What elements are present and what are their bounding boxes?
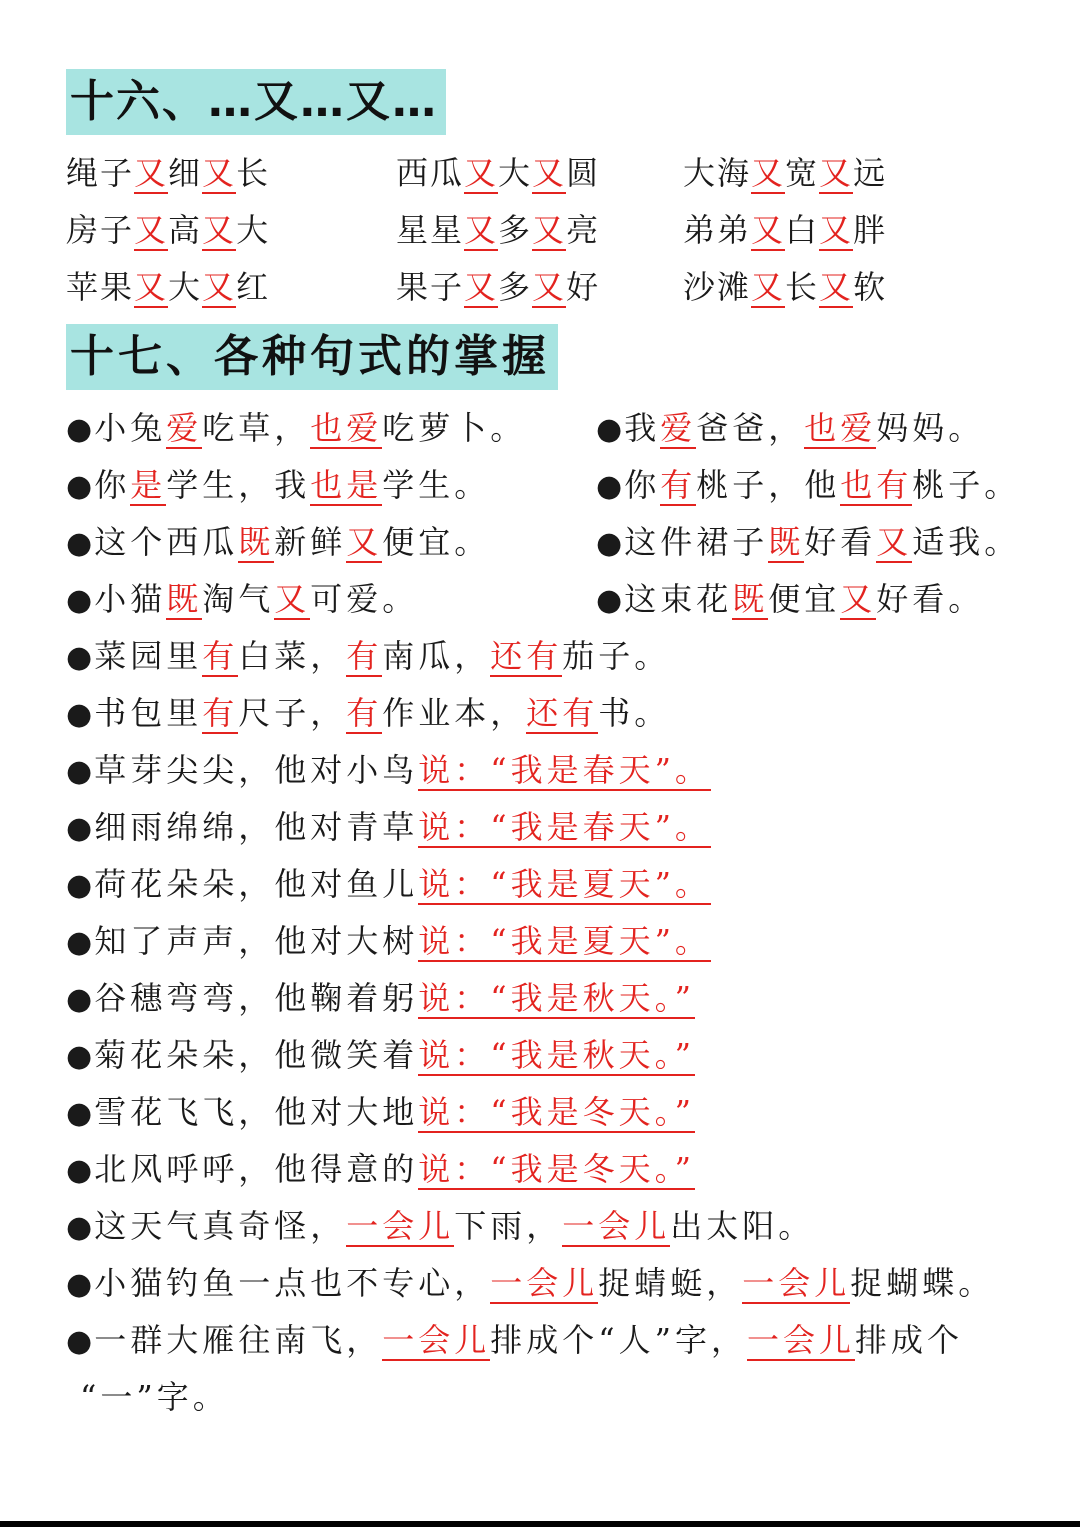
sentence-text: 雪花飞飞，他对大地 <box>94 1093 419 1131</box>
highlight-word: 爱 <box>660 409 697 447</box>
sentence-text: 好看。 <box>876 580 985 618</box>
example-phrase <box>66 148 270 198</box>
highlight-word: 又 <box>202 211 237 249</box>
sentence-text: 淘气 <box>202 580 275 618</box>
highlight-word: 又 <box>751 268 786 306</box>
sentence-text: 学生，我 <box>166 466 311 504</box>
bullet-icon: ● <box>66 640 93 675</box>
sentence-line <box>66 856 711 912</box>
phrase-text: 胖 <box>853 211 888 249</box>
bullet-icon: ● <box>66 412 93 447</box>
sentence-text: 便宜。 <box>382 523 491 561</box>
highlight-word: 有 <box>202 637 239 675</box>
sentence-text: 捉蝴蝶。 <box>850 1264 995 1302</box>
sentence-text: 桃子，他 <box>696 466 841 504</box>
sentence-text: 这个西瓜 <box>94 523 239 561</box>
highlight-word: 一会儿 <box>746 1321 855 1359</box>
sentence-line <box>66 1198 814 1254</box>
sentence-line <box>66 628 670 684</box>
highlight-word: 还有 <box>490 637 563 675</box>
bullet-icon: ● <box>66 1039 93 1074</box>
bullet-icon: ● <box>596 469 623 504</box>
bullet-icon: ● <box>596 412 623 447</box>
phrase-text: 房子 <box>66 211 135 249</box>
sentence-line <box>66 685 670 741</box>
example-phrase <box>66 205 270 255</box>
phrase-text: 多 <box>498 268 533 306</box>
highlight-word: 又 <box>464 268 499 306</box>
example-row <box>66 262 966 319</box>
sentence-text: 出太阳。 <box>670 1207 815 1245</box>
sentence-line <box>66 913 711 969</box>
highlight-word: 又 <box>464 154 499 192</box>
sentence-text: 你 <box>94 466 131 504</box>
phrase-text: 大 <box>498 154 533 192</box>
phrase-text: 苹果 <box>66 268 135 306</box>
phrase-text: 红 <box>236 268 271 306</box>
highlight-word: 有 <box>346 637 383 675</box>
example-phrase <box>396 148 600 198</box>
sentence-text: 书包里 <box>94 694 203 732</box>
sentence-line <box>596 571 984 627</box>
phrase-text: 星星 <box>396 211 465 249</box>
highlight-word: 又 <box>840 580 877 618</box>
highlight-word: 又 <box>819 211 854 249</box>
highlight-word: 既 <box>238 523 275 561</box>
highlight-word: 也是 <box>310 466 383 504</box>
highlight-word: 也有 <box>840 466 913 504</box>
sentence-text: 知了声声，他对大树 <box>94 922 419 960</box>
phrase-text: 好 <box>566 268 601 306</box>
sentence-text: 可爱。 <box>310 580 419 618</box>
sentence-text: 吃草， <box>202 409 311 447</box>
example-phrase <box>66 262 270 312</box>
sentence-line <box>66 400 526 456</box>
bullet-icon: ● <box>66 925 93 960</box>
sentence-line <box>66 514 490 570</box>
bullet-icon: ● <box>66 469 93 504</box>
bottom-divider <box>0 1521 1080 1527</box>
sentence-text: 书。 <box>598 694 671 732</box>
highlight-word: 是 <box>130 466 167 504</box>
highlight-word: 既 <box>768 523 805 561</box>
sentence-line <box>596 400 984 456</box>
sentence-continuation: “一”字。 <box>80 1378 229 1416</box>
sentence-text: 小兔 <box>94 409 167 447</box>
bullet-icon: ● <box>66 583 93 618</box>
sentence-text: 这件裙子 <box>624 523 769 561</box>
sentence-text: 白菜， <box>238 637 347 675</box>
phrase-text: 亮 <box>566 211 601 249</box>
example-phrase <box>683 148 887 198</box>
highlight-word: 说：“我是夏天”。 <box>418 865 711 903</box>
bullet-icon: ● <box>66 1153 93 1188</box>
highlight-word: 又 <box>532 211 567 249</box>
sentence-text: 一群大雁往南飞， <box>94 1321 383 1359</box>
highlight-word: 一会儿 <box>346 1207 455 1245</box>
sentence-text: 小猫钓鱼一点也不专心， <box>94 1264 491 1302</box>
highlight-word: 又 <box>532 154 567 192</box>
sentence-line <box>66 742 711 798</box>
highlight-word: 说：“我是春天”。 <box>418 751 711 789</box>
phrase-text: 多 <box>498 211 533 249</box>
section-17-heading: 十七、各种句式的掌握 <box>66 324 558 390</box>
bullet-icon: ● <box>66 754 93 789</box>
sentence-line <box>66 970 695 1026</box>
sentence-text: 作业本， <box>382 694 527 732</box>
sentence-text: 排成个“人”字， <box>490 1321 747 1359</box>
phrase-text: 长 <box>785 268 820 306</box>
highlight-word: 又 <box>819 268 854 306</box>
highlight-word: 有 <box>202 694 239 732</box>
sentence-text: 这束花 <box>624 580 733 618</box>
phrase-text: 大海 <box>683 154 752 192</box>
sentence-text: 适我。 <box>912 523 1021 561</box>
phrase-text: 宽 <box>785 154 820 192</box>
sentence-text: 排成个 <box>854 1321 963 1359</box>
phrase-text: 细 <box>168 154 203 192</box>
sentence-text: 荷花朵朵，他对鱼儿 <box>94 865 419 903</box>
sentence-line <box>66 1084 695 1140</box>
section-16-heading: 十六、…又…又… <box>66 69 446 135</box>
highlight-word: 说：“我是春天”。 <box>418 808 711 846</box>
sentence-text: 桃子。 <box>912 466 1021 504</box>
highlight-word: 说：“我是夏天”。 <box>418 922 711 960</box>
highlight-word: 又 <box>819 154 854 192</box>
phrase-text: 绳子 <box>66 154 135 192</box>
sentence-line <box>596 457 1020 513</box>
bullet-icon: ● <box>66 1096 93 1131</box>
phrase-text: 弟弟 <box>683 211 752 249</box>
highlight-word: 一会儿 <box>382 1321 491 1359</box>
bullet-icon: ● <box>66 811 93 846</box>
sentence-text: 南瓜， <box>382 637 491 675</box>
highlight-word: 有 <box>346 694 383 732</box>
highlight-word: 又 <box>134 154 169 192</box>
phrase-text: 远 <box>853 154 888 192</box>
phrase-text: 大 <box>236 211 271 249</box>
bullet-icon: ● <box>66 1267 93 1302</box>
phrase-text: 圆 <box>566 154 601 192</box>
highlight-word: 说：“我是冬天。” <box>418 1150 695 1188</box>
bullet-icon: ● <box>66 697 93 732</box>
example-phrase <box>683 262 887 312</box>
highlight-word: 一会儿 <box>562 1207 671 1245</box>
sentence-text: 细雨绵绵，他对青草 <box>94 808 419 846</box>
example-row <box>66 148 966 205</box>
sentence-line <box>596 514 1020 570</box>
phrase-text: 软 <box>853 268 888 306</box>
phrase-text: 高 <box>168 211 203 249</box>
highlight-word: 又 <box>464 211 499 249</box>
highlight-word: 爱 <box>166 409 203 447</box>
highlight-word: 一会儿 <box>490 1264 599 1302</box>
highlight-word: 说：“我是冬天。” <box>418 1093 695 1131</box>
bullet-icon: ● <box>66 1210 93 1245</box>
sentence-text: 下雨， <box>454 1207 563 1245</box>
phrase-text: 果子 <box>396 268 465 306</box>
highlight-word: 一会儿 <box>742 1264 851 1302</box>
bullet-icon: ● <box>596 526 623 561</box>
bullet-icon: ● <box>66 526 93 561</box>
phrase-text: 长 <box>236 154 271 192</box>
sentence-text: 你 <box>624 466 661 504</box>
highlight-word: 有 <box>660 466 697 504</box>
sentence-text: 学生。 <box>382 466 491 504</box>
bullet-icon: ● <box>66 1324 93 1359</box>
highlight-word: 又 <box>751 211 786 249</box>
highlight-word: 又 <box>202 268 237 306</box>
sentence-text: 新鲜 <box>274 523 347 561</box>
sentence-text: 我 <box>624 409 661 447</box>
sentence-text: 茄子。 <box>562 637 671 675</box>
example-phrase <box>683 205 887 255</box>
highlight-word: 又 <box>532 268 567 306</box>
highlight-word: 又 <box>876 523 913 561</box>
example-row <box>66 205 966 262</box>
highlight-word: 又 <box>202 154 237 192</box>
sentence-text: 这天气真奇怪， <box>94 1207 347 1245</box>
sentence-text: 捉蜻蜓， <box>598 1264 743 1302</box>
sentence-text: 草芽尖尖，他对小鸟 <box>94 751 419 789</box>
sentence-text: 好看 <box>804 523 877 561</box>
highlight-word: 既 <box>166 580 203 618</box>
highlight-word: 说：“我是秋天。” <box>418 979 695 1017</box>
phrase-text: 西瓜 <box>396 154 465 192</box>
highlight-word: 也爱 <box>804 409 877 447</box>
sentence-line <box>66 1141 695 1197</box>
sentence-line <box>66 457 490 513</box>
highlight-word: 又 <box>134 268 169 306</box>
sentence-text: 爸爸， <box>696 409 805 447</box>
sentence-line <box>66 1027 695 1083</box>
phrase-text: 白 <box>785 211 820 249</box>
sentence-line <box>66 571 418 627</box>
sentence-line <box>66 1312 963 1368</box>
highlight-word: 也爱 <box>310 409 383 447</box>
example-phrase <box>396 205 600 255</box>
sentence-text: 菊花朵朵，他微笑着 <box>94 1036 419 1074</box>
sentence-text: 吃萝卜。 <box>382 409 527 447</box>
sentence-text: 小猫 <box>94 580 167 618</box>
bullet-icon: ● <box>66 868 93 903</box>
sentence-text: 便宜 <box>768 580 841 618</box>
example-phrase <box>396 262 600 312</box>
highlight-word: 又 <box>751 154 786 192</box>
highlight-word: 还有 <box>526 694 599 732</box>
highlight-word: 说：“我是秋天。” <box>418 1036 695 1074</box>
phrase-text: 沙滩 <box>683 268 752 306</box>
bullet-icon: ● <box>596 583 623 618</box>
highlight-word: 又 <box>274 580 311 618</box>
section-16-examples <box>66 148 966 319</box>
sentence-text: 尺子， <box>238 694 347 732</box>
sentence-text: 北风呼呼，他得意的 <box>94 1150 419 1188</box>
sentence-text: 谷穗弯弯，他鞠着躬 <box>94 979 419 1017</box>
phrase-text: 大 <box>168 268 203 306</box>
highlight-word: 既 <box>732 580 769 618</box>
highlight-word: 又 <box>134 211 169 249</box>
sentence-text: 妈妈。 <box>876 409 985 447</box>
sentence-text: 菜园里 <box>94 637 203 675</box>
sentence-line <box>66 1255 994 1311</box>
sentence-line <box>66 799 711 855</box>
highlight-word: 又 <box>346 523 383 561</box>
bullet-icon: ● <box>66 982 93 1017</box>
